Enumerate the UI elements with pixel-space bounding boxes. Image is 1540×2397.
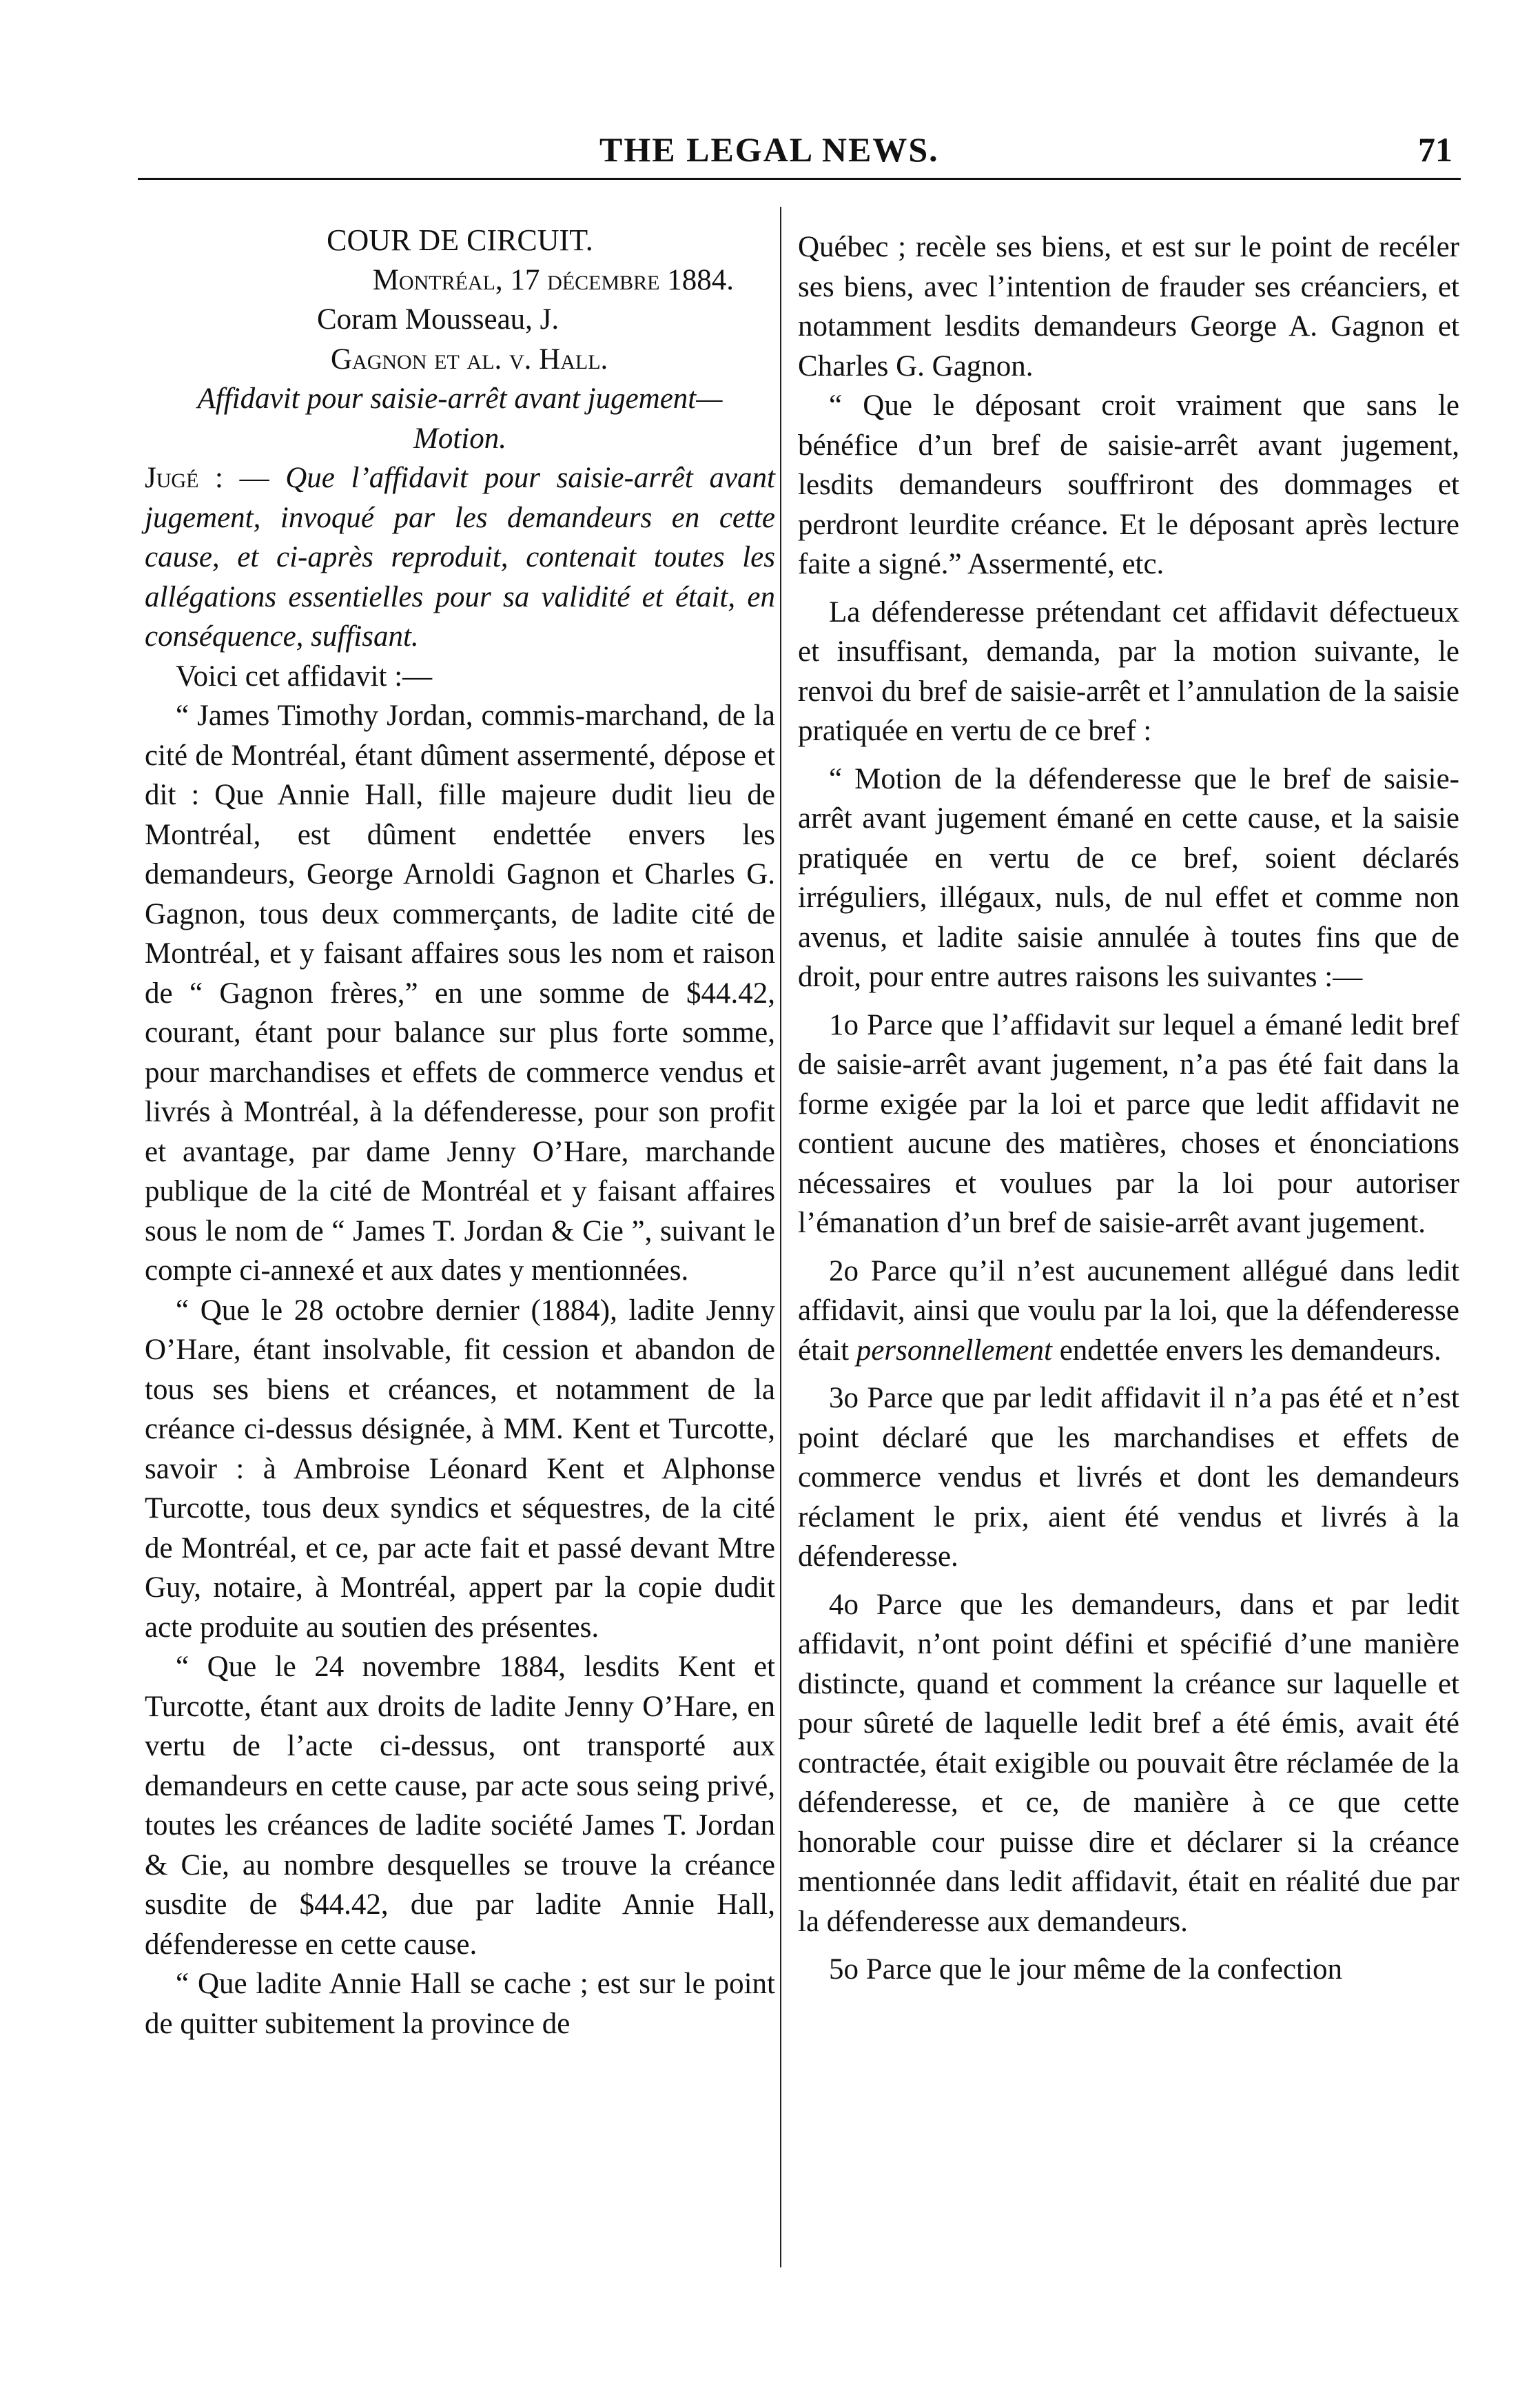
paragraph: “ Que le déposant croit vraiment que sans le bénéfice d’un bref de saisie-arrêt avant jugement, lesdits demandeurs souffriront des dommages et perdront leurdite créance. Et le déposant après lecture faite a signé.” Assermenté, etc. [798,389,1459,580]
paragraph: 5o Parce que le jour même de la confection [829,1953,1343,1986]
paragraph: La défenderesse prétendant cet affidavit défectueux et insuffisant, demanda, par la motion suivante, le renvoi du bref de saisie-arrêt et l’annulation de la saisie pratiquée en vertu de ce bref : [798,595,1459,747]
left-column [145,221,775,2043]
paragraph [798,1252,1459,1371]
headnote [145,458,775,657]
case-parties: Gagnon et al. v. Hall. [331,343,608,376]
running-title: THE LEGAL NEWS. [599,130,939,169]
paragraph: 1o Parce que l’affidavit sur lequel a émané ledit bref de saisie-arrêt avant jugement, n’a pas été fait dans la forme exigée par la loi et parce que ledit affidavit ne contient aucune des matières, choses et énonciations nécessaires et voulues par la loi pour autoriser l’émanation d’un bref de saisie-arrêt avant jugement. [798,1008,1459,1239]
paragraph: “ Que le 24 novembre 1884, lesdits Kent et Turcotte, étant aux droits de ladite Jenny O’Hare, en vertu de l’acte ci-dessus, ont transporté aux demandeurs en cette cause, par acte sous seing privé, toutes les créances de ladite société James T. Jordan & Cie, au nombre desquelles se trouve la créance susdite de $44.42, due par ladite Annie Hall, défenderesse en cette cause. [145,1651,775,1961]
coram-line: Coram Mousseau, J. [317,303,559,336]
page-number: 71 [1418,130,1452,169]
headnote-label: Jugé : — [145,462,269,494]
paragraph-continued: Québec ; recèle ses biens, et est sur le point de recéler ses biens, avec l’intention de frauder ses créanciers, et notamment lesdits demandeurs George A. Gagnon et Charles G. Gagnon. [798,231,1459,382]
paragraph: 4o Parce que les demandeurs, dans et par ledit affidavit, n’ont point défini et spécifié d’une manière distincte, quand et comment la créance sur laquelle et pour sûreté de laquelle ledit bref a été émis, avait été contractée, était exigible ou pouvait être réclamée de la défenderesse, et ce, de manière à ce que cette honorable cour puisse dire et déclarer si la créance mentionnée dans ledit affidavit, était en réalité due par la défenderesse aux demandeurs. [798,1588,1459,1938]
right-column [798,227,1459,1990]
court-heading: COUR DE CIRCUIT. [327,223,593,257]
paragraph: “ Que le 28 octobre dernier (1884), ladite Jenny O’Hare, étant insolvable, fit cession et abandon de tous ses biens et créances, et notamment de la créance ci-dessus désignée, à MM. Kent et Turcotte, savoir : à Ambroise Léonard Kent et Alphonse Turcotte, tous deux syndics et séquestres, de la cité de Montréal, et ce, par acte fait et passé devant Mtre Guy, notaire, à Montréal, appert par la copie dudit acte produite au soutien des présentes. [145,1294,775,1644]
paragraph: “ James Timothy Jordan, commis-marchand, de la cité de Montréal, étant dûment assermenté, dépose et dit : Que Annie Hall, fille majeure dudit lieu de Montréal, est dûment endettée envers les demandeurs, George Arnoldi Gagnon et Charles G. Gagnon, tous deux commerçants, de ladite cité de Montréal, et y faisant affaires sous les nom et raison de “ Gagnon frères,” en une somme de $44.42, courant, étant pour balance sur plus forte somme, pour marchandises et effets de commerce vendus et livrés à Montréal, à la défenderesse, pour son profit et avantage, par dame Jenny O’Hare, marchande publique de la cité de Montréal et y faisant affaires sous le nom de “ James T. Jordan & Cie ”, suivant le compte ci-annexé et aux dates y mentionnées. [145,700,775,1287]
paragraph: Voici cet affidavit :— [176,660,433,693]
paragraph: “ Que ladite Annie Hall se cache ; est sur le point de quitter subitement la province de [145,1968,775,2040]
emphasis: personnellement [856,1334,1052,1367]
paragraph-part: 2o Parce qu’il n’est aucunement allégué dans ledit affidavit, ainsi que voulu par la loi, que la défenderesse était [798,1254,1459,1367]
case-subject: Affidavit pour saisie-arrêt avant jugement—Motion. [197,382,723,455]
paragraph: 3o Parce que par ledit affidavit il n’a pas été et n’est point déclaré que les marchandises et effets de commerce vendus et livrés et dont les demandeurs réclament le prix, aient été vendus et livrés à la défenderesse. [798,1382,1459,1573]
place-date: Montréal, 17 décembre 1884. [372,263,734,296]
headnote-text: Que l’affidavit pour saisie-arrêt avant jugement, invoqué par les demandeurs en cette cause, et ci-après reproduit, contenait toutes les allégations essentielles pour sa validité et était, en conséquence, suffisant. [145,462,775,653]
page-header [0,0,1540,172]
column-divider [780,207,781,2267]
paragraph-part: endettée envers les demandeurs. [1051,1334,1441,1367]
paragraph: “ Motion de la défenderesse que le bref de saisie-arrêt avant jugement émané en cette cause, et la saisie pratiquée en vertu de ce bref, soient déclarés irréguliers, illégaux, nuls, de nul effet et comme non avenus, et ladite saisie annulée à toutes fins que de droit, pour entre autres raisons les suivantes :— [798,762,1459,993]
header-rule [138,178,1461,180]
